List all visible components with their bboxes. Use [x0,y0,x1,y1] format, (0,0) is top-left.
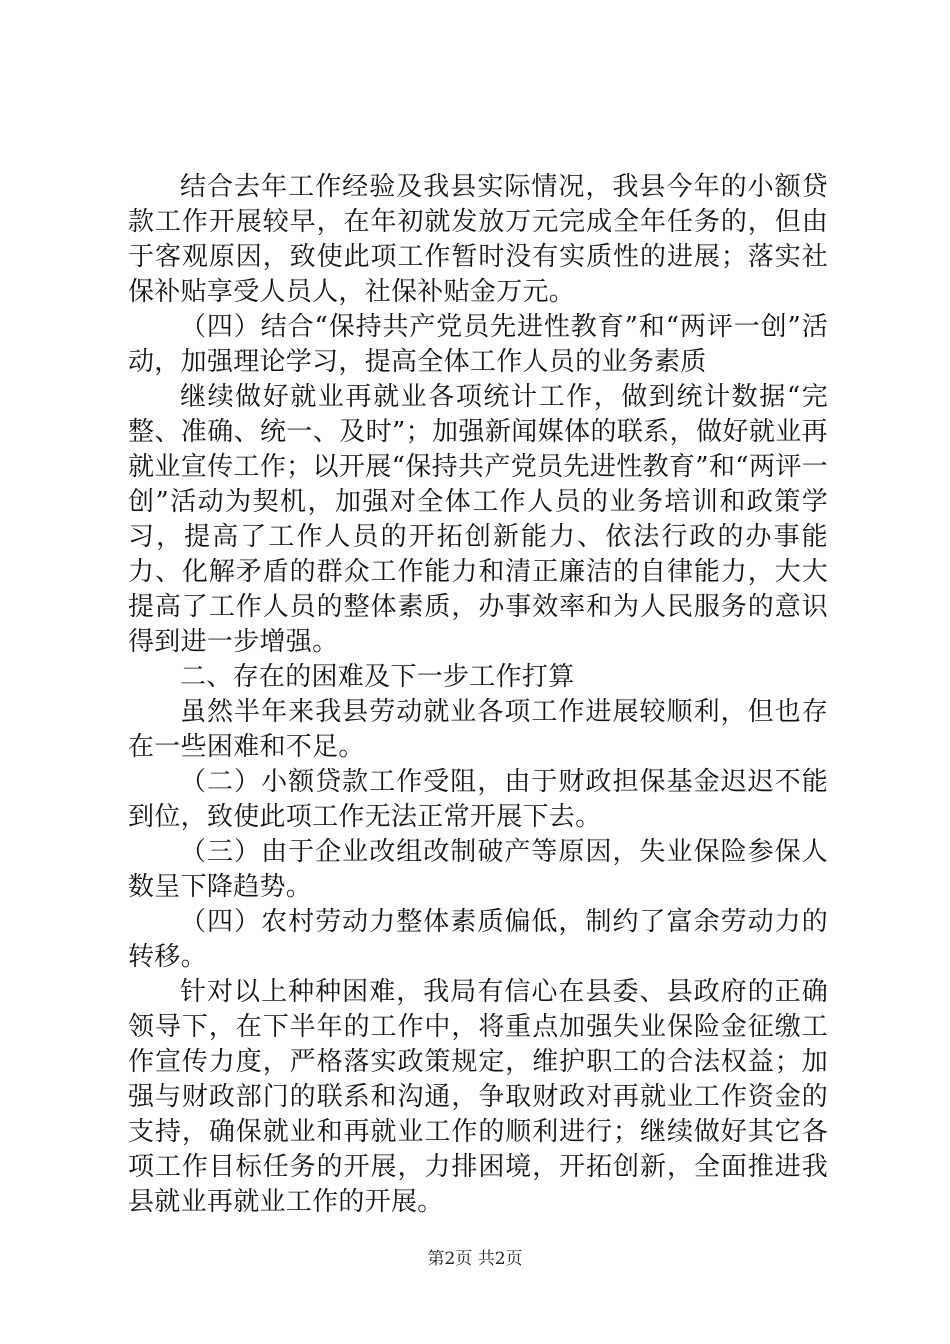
page-footer [0,1244,950,1269]
paragraph-microloan-progress: 结合去年工作经验及我县实际情况，我县今年的小额贷款工作开展较早，在年初就发放万元完成全年任务的，但由于客观原因，致使此项工作暂时没有实质性的进展；落实社保补贴享受人员人，社保补贴金万元。 [128,172,828,307]
page-number: 第2页 共2页 [427,1249,523,1269]
paragraph-difficulty-four: （四）农村劳动力整体素质偏低，制约了富余劳动力的转移。 [128,907,828,972]
paragraph-heading-four: （四）结合“保持共产党员先进性教育”和“两评一创”活动，加强理论学习，提高全体工作人员的业务素质 [128,312,828,377]
document-body [128,170,828,1220]
paragraph-difficulty-two: （二）小额贷款工作受阻，由于财政担保基金迟迟不能到位，致使此项工作无法正常开展下去。 [128,767,828,832]
paragraph-statistics-work: 继续做好就业再就业各项统计工作，做到统计数据“完整、准确、统一、及时”；加强新闻媒体的联系，做好就业再就业宣传工作；以开展“保持共产党员先进性教育”和“两评一创”活动为契机，加强对全体工作人员的业务培训和政策学习，提高了工作人员的开拓创新能力、依法行政的办事能力、化解矛盾的群众工作能力和清正廉洁的自律能力，大大提高了工作人员的整体素质，办事效率和为人民服务的意识得到进一步增强。 [128,382,828,657]
section-heading-difficulties: 二、存在的困难及下一步工作打算 [180,662,575,692]
paragraph-next-steps: 针对以上种种困难，我局有信心在县委、县政府的正确领导下，在下半年的工作中，将重点加强失业保险金征缴工作宣传力度，严格落实政策规定，维护职工的合法权益；加强与财政部门的联系和沟通，争取财政对再就业工作资金的支持，确保就业和再就业工作的顺利进行；继续做好其它各项工作目标任务的开展，力排困境，开拓创新，全面推进我县就业再就业工作的开展。 [128,977,828,1217]
paragraph-difficulties-intro: 虽然半年来我县劳动就业各项工作进展较顺利，但也存在一些困难和不足。 [128,697,828,762]
paragraph-difficulty-three: （三）由于企业改组改制破产等原因，失业保险参保人数呈下降趋势。 [128,837,828,902]
